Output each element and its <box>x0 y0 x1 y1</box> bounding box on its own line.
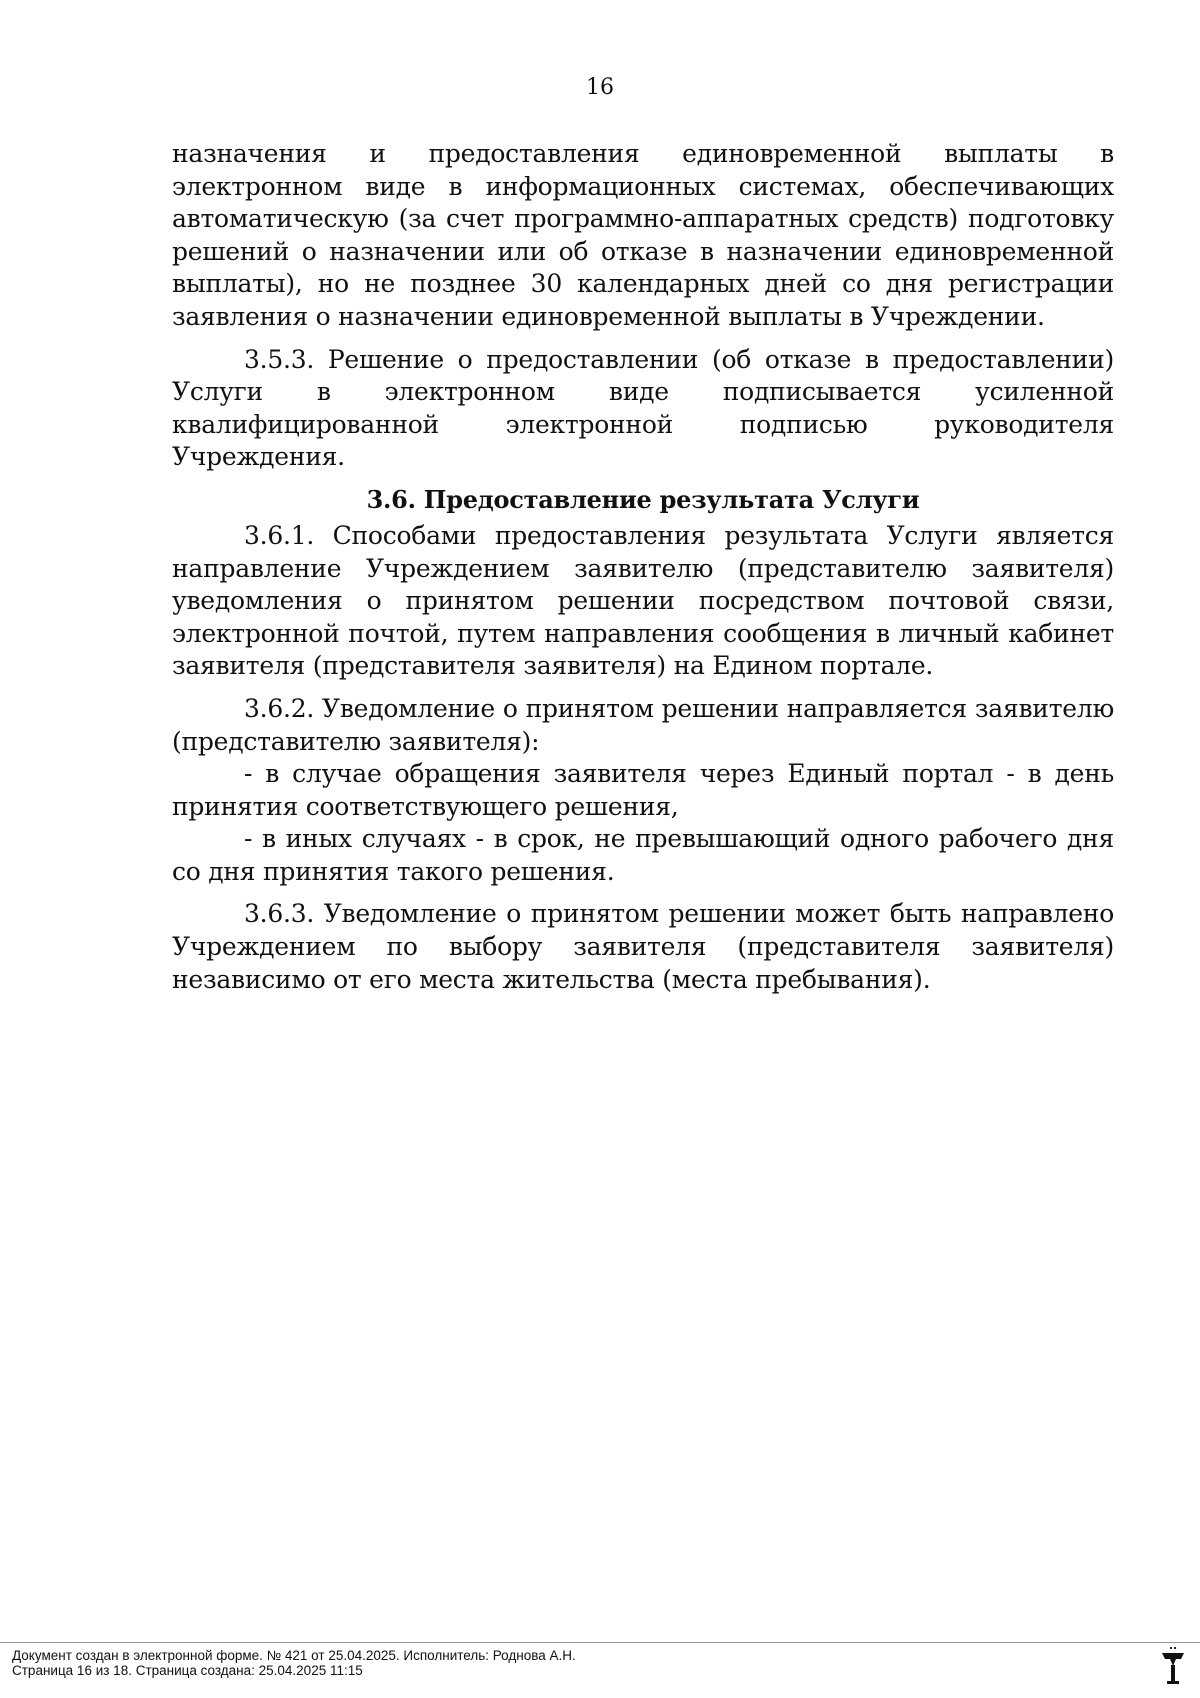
page-number: 16 <box>586 75 614 100</box>
paragraph-3-5-3: 3.5.3. Решение о предоставлении (об отказе в предоставлении) Услуги в электронном виде подписывается усиленной квалифицированной электронной подписью руководителя Учреждения. <box>172 344 1114 472</box>
document-footer <box>12 1648 576 1678</box>
paragraph-continuation: назначения и предоставления единовременной выплаты в электронном виде в информационных системах, обеспечивающих автоматическую (за счет программно-аппаратных средств) подготовку решений о назначении или об отказе в назначении единовременной выплаты), но не позднее 30 календарных дней со дня регистрации заявления о назначении единовременной выплаты в Учреждении. <box>172 139 1114 331</box>
list-item: - в иных случаях - в срок, не превышающий одного рабочего дня со дня принятия такого решения. <box>172 824 1114 886</box>
footer-divider <box>0 1642 1200 1643</box>
list-item: - в случае обращения заявителя через Единый портал - в день принятия соответствующего решения, <box>172 759 1114 821</box>
paragraph-3-6-3: 3.6.3. Уведомление о принятом решении может быть направлено Учреждением по выбору заявителя (представителя заявителя) независимо от его места жительства (места пребывания). <box>172 899 1114 994</box>
section-heading-3-6: 3.6. Предоставление результата Услуги <box>366 484 920 514</box>
footer-line-page-info: Страница 16 из 18. Страница создана: 25.04.2025 11:15 <box>12 1663 363 1678</box>
coat-of-arms-icon <box>1160 1646 1186 1686</box>
footer-line-document-info: Документ создан в электронной форме. № 421 от 25.04.2025. Исполнитель: Роднова А.Н. <box>12 1648 576 1663</box>
paragraph-3-6-1: 3.6.1. Способами предоставления результата Услуги является направление Учреждением заявителю (представителю заявителя) уведомления о принятом решении посредством почтовой связи, электронной почтой, путем направления сообщения в личный кабинет заявителя (представителя заявителя) на Едином портале. <box>172 520 1114 681</box>
paragraph-3-6-2: 3.6.2. Уведомление о принятом решении направляется заявителю (представителю заявителя): <box>172 693 1114 756</box>
document-body <box>172 138 1114 996</box>
